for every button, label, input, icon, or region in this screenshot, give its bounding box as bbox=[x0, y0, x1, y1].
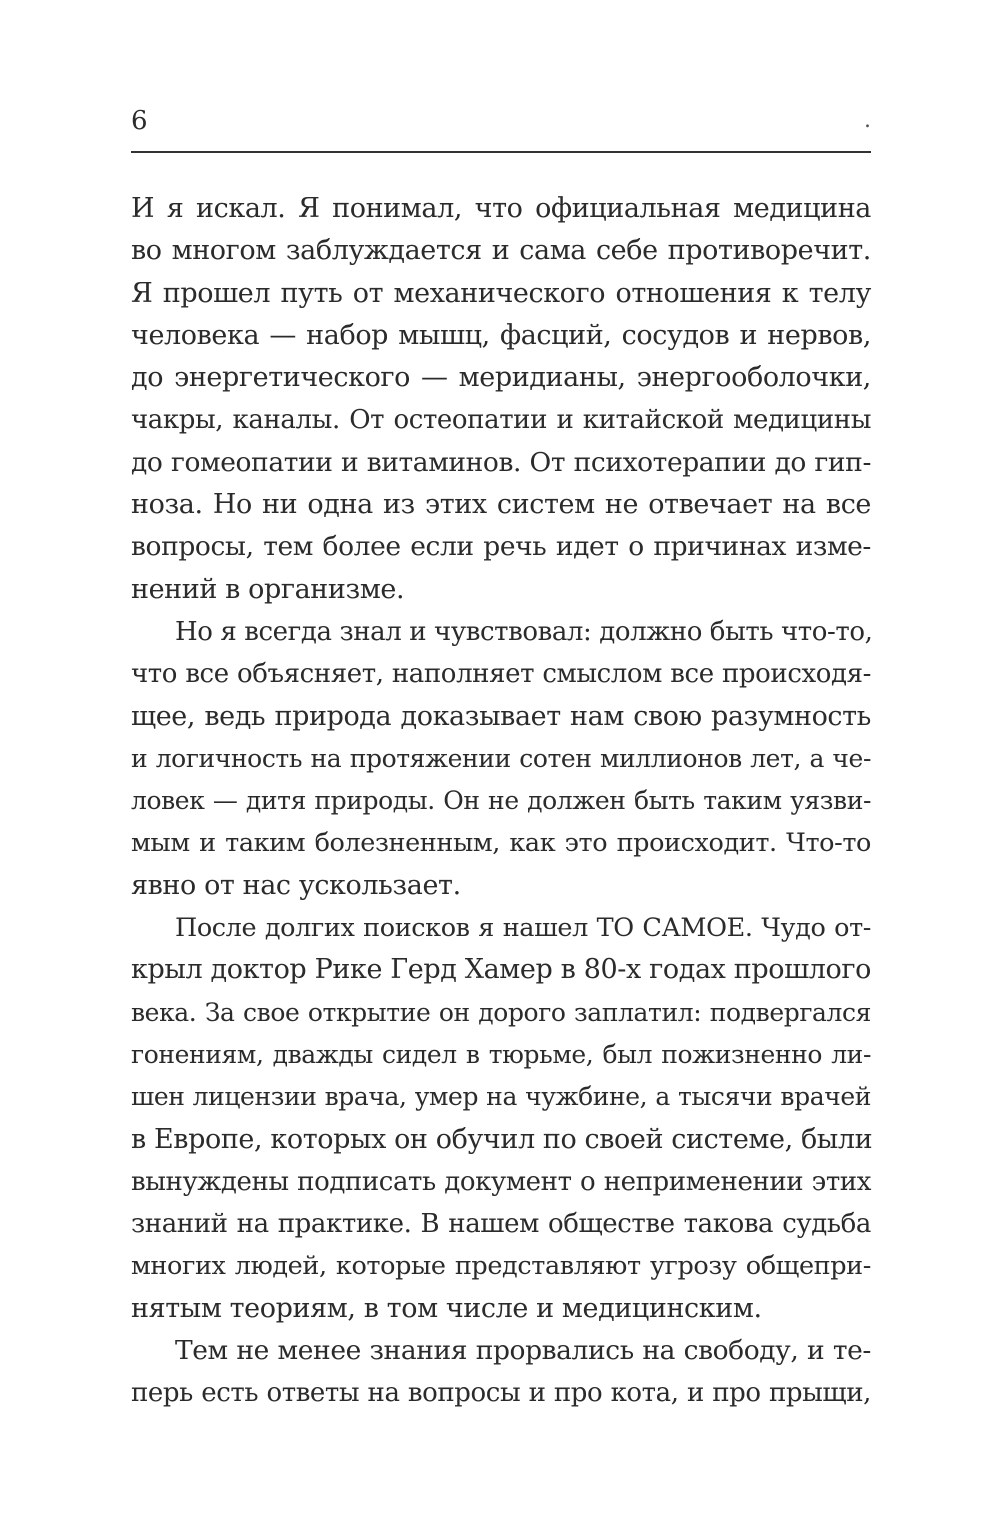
running-head-mark: . bbox=[864, 108, 871, 133]
text-line: нятым теориям, в том числе и медицинским. bbox=[131, 1292, 762, 1324]
text-line: вопросы, тем более если речь идет о причинах изме- bbox=[131, 531, 871, 563]
paragraph-2 bbox=[131, 611, 871, 907]
text-line: перь есть ответы на вопросы и про кота, и про прыщи, bbox=[131, 1378, 871, 1409]
paragraph-1 bbox=[131, 188, 871, 611]
text-line: ловек — дитя природы. Он не должен быть таким уязви- bbox=[131, 786, 871, 816]
text-line: щее, ведь природа доказывает нам свою разумность bbox=[131, 700, 871, 732]
text-line: многих людей, которые представляют угрозу общепри- bbox=[131, 1251, 871, 1282]
body-text bbox=[131, 188, 871, 1415]
text-line: нений в организме. bbox=[131, 573, 405, 605]
text-line: в Европе, которых он обучил по своей системе, были bbox=[131, 1123, 873, 1155]
text-line: ноза. Но ни одна из этих систем не отвечает на все bbox=[131, 489, 871, 521]
text-line: до энергетического — меридианы, энергооболочки, bbox=[131, 362, 871, 394]
paragraph-3 bbox=[131, 907, 871, 1330]
text-line: После долгих поисков я нашел ТО САМОЕ. Чудо от- bbox=[175, 913, 871, 944]
header-rule bbox=[131, 151, 871, 153]
paragraph-4 bbox=[131, 1330, 871, 1415]
text-line: Но я всегда знал и чувствовал: должно быть что-то, bbox=[175, 616, 873, 647]
text-line: шен лицензии врача, умер на чужбине, а тысячи врачей bbox=[131, 1082, 871, 1112]
text-line: гонениям, дважды сидел в тюрьме, был пожизненно ли- bbox=[131, 1039, 871, 1069]
text-line: до гомеопатии и витаминов. От психотерапии до гип- bbox=[131, 446, 871, 478]
text-line: во многом заблуждается и сама себе противоречит. bbox=[131, 235, 871, 267]
text-line: мым и таким болезненным, как это происходит. Что-то bbox=[131, 828, 871, 859]
text-line: чакры, каналы. От остеопатии и китайской медицины bbox=[131, 405, 871, 436]
text-line: крыл доктор Рике Герд Хамер в 80-х годах прошлого bbox=[131, 954, 871, 986]
text-line: что все объясняет, наполняет смыслом все происходя- bbox=[131, 659, 871, 690]
text-line: Я прошел путь от механического отношения к телу bbox=[131, 277, 871, 309]
running-head bbox=[131, 104, 871, 144]
text-line: и логичность на протяжении сотен миллионов лет, а че- bbox=[131, 743, 871, 773]
page-number: 6 bbox=[131, 106, 148, 136]
text-line: века. За свое открытие он дорого заплатил: подвергался bbox=[131, 997, 871, 1027]
text-line: И я искал. Я понимал, что официальная медицина bbox=[131, 193, 871, 224]
text-line: вынуждены подписать документ о неприменении этих bbox=[131, 1166, 871, 1197]
text-line: Тем не менее знания прорвались на свободу, и те- bbox=[175, 1335, 871, 1367]
text-line: явно от нас ускользает. bbox=[131, 869, 461, 901]
text-line: человека — набор мышц, фасций, сосудов и нервов, bbox=[131, 319, 871, 351]
text-line: знаний на практике. В нашем обществе такова судьба bbox=[131, 1209, 871, 1240]
